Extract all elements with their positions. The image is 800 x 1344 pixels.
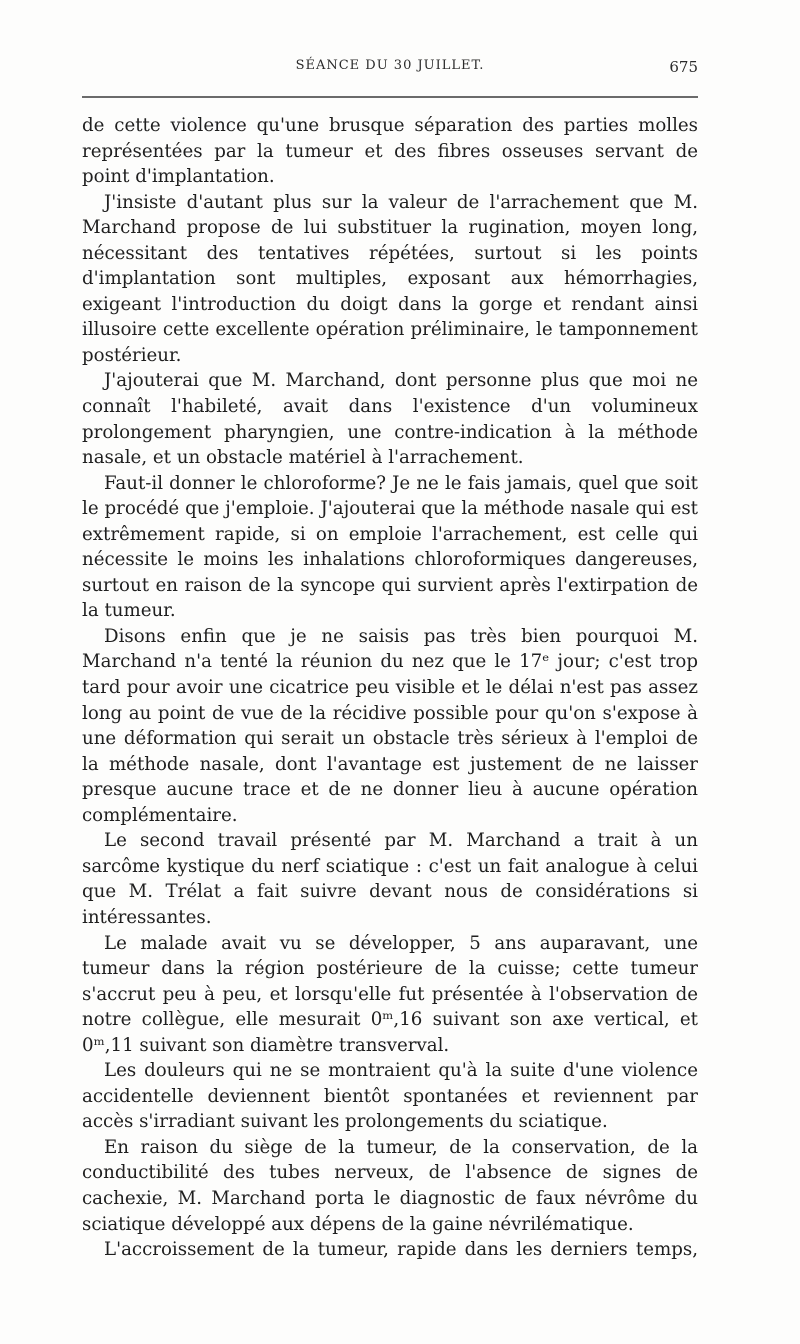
paragraph-accroissement: L'accroissement de la tumeur, rapide dans les derniers temps, (104, 1239, 698, 1261)
paragraph-prolongement: J'ajouterai que M. Marchand, dont personne plus que moi ne connaît l'habileté, avait dans l'existence d'un volumineux prolongement pharyngien, une contre-indication à la méthode nasale, et un obstacle matériel à l'arrachement. (82, 370, 698, 469)
running-title: SÉANCE DU 30 JUILLET. (295, 58, 485, 73)
paragraph-malade: Le malade avait vu se développer, 5 ans auparavant, une tumeur dans la région postérieure de la cuisse; cette tumeur s'accrut peu à peu, et lorsqu'elle fut présentée à l'observation de notre collègue, elle mesurait 0ᵐ,16 suivant son axe vertical, et 0ᵐ,11 suivant son diamètre transverval. (82, 932, 698, 1056)
header-rule (82, 96, 698, 98)
body-text (82, 113, 698, 1263)
paragraph-reunion-nez: Disons enfin que je ne saisis pas très bien pourquoi M. Marchand n'a tenté la réunion du nez que le 17ᵉ jour; c'est trop tard pour avoir une cicatrice peu visible et le délai n'est pas assez long au point de vue de la récidive possible pour qu'on s'expose à une déformation qui serait un obstacle très sérieux à l'emploi de la méthode nasale, dont l'avantage est justement de ne laisser presque aucune trace et de ne donner lieu à aucune opération complémentaire. (82, 625, 698, 826)
paragraph-chloroforme: Faut-il donner le chloroforme? Je ne le fais jamais, quel que soit le procédé que j'emploie. J'ajouterai que la méthode nasale qui est extrêmement rapide, si on emploie l'arrachement, est celle qui nécessite le moins les inhalations chloroformiques dangereuses, surtout en raison de la syncope qui survient après l'extirpation de la tumeur. (82, 472, 698, 622)
page-number: 675 (669, 58, 698, 76)
paragraph-diagnostic: En raison du siège de la tumeur, de la conservation, de la conductibilité des tubes nerveux, de l'absence de signes de cachexie, M. Marchand porta le diagnostic de faux névrôme du sciatique développé aux dépens de la gaine névrilématique. (82, 1136, 698, 1235)
paragraph-continuation: de cette violence qu'une brusque séparation des parties molles représentées par la tumeur et des fibres osseuses servant de point d'implantation. (82, 115, 698, 188)
page-header (82, 58, 698, 82)
paragraph-douleurs: Les douleurs qui ne se montraient qu'à la suite d'une violence accidentelle deviennent bientôt spontanées et reviennent par accès s'irradiant suivant les prolongements du sciatique. (82, 1060, 698, 1133)
paragraph-arrachement: J'insiste d'autant plus sur la valeur de l'arrachement que M. Marchand propose de lui substituer la rugination, moyen long, nécessitant des tentatives répétées, surtout si les points d'implantation sont multiples, exposant aux hémorrhagies, exigeant l'introduction du doigt dans la gorge et rendant ainsi illusoire cette excellente opération préliminaire, le tamponnement postérieur. (82, 191, 698, 366)
paragraph-sarcome: Le second travail présenté par M. Marchand a trait à un sarcôme kystique du nerf sciatique : c'est un fait analogue à celui que M. Trélat a fait suivre devant nous de considérations si intéressantes. (82, 830, 698, 928)
